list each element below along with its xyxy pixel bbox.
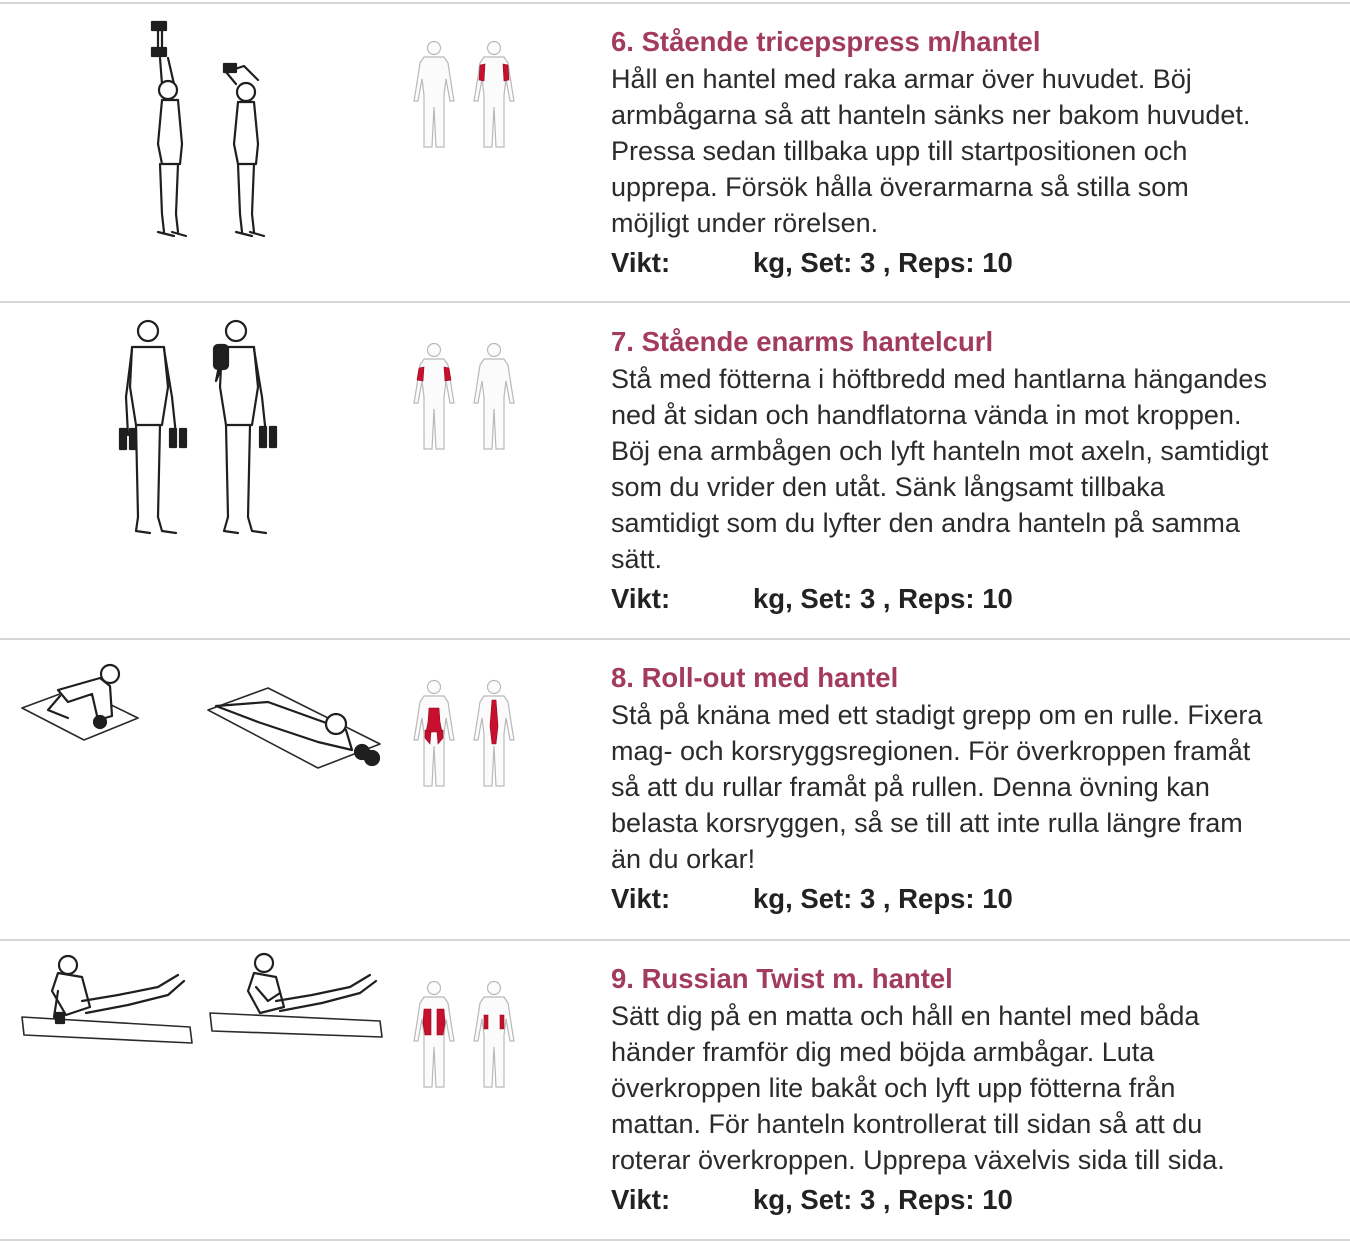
obliques-muscle-map-icon bbox=[406, 979, 526, 1091]
muscle-map bbox=[400, 303, 530, 637]
exercise-description: Stå på knäna med ett stadigt grepp om en rulle. Fixera mag- och korsryggsregionen. För överkroppen framåt så att du rullar framåt på rullen. Denna övning kan belasta korsryggen, så se till att inte rulla längre fram än du orkar! bbox=[611, 700, 1263, 874]
weight-label: Vikt: bbox=[611, 883, 671, 914]
exercise-illustration bbox=[0, 4, 395, 300]
exercise-title: 9. Russian Twist m. hantel bbox=[611, 963, 953, 994]
standing-triceps-press-figure-icon bbox=[140, 14, 290, 244]
standing-dumbbell-curl-figure-icon bbox=[118, 317, 288, 542]
exercise-prescription bbox=[611, 1184, 1350, 1216]
exercise-illustration bbox=[0, 303, 395, 637]
sets-reps: kg, Set: 3 , Reps: 10 bbox=[753, 583, 1013, 614]
divider bbox=[0, 1239, 1350, 1241]
muscle-map bbox=[400, 4, 530, 300]
triceps-muscle-map-icon bbox=[406, 39, 526, 151]
exercise-card bbox=[0, 4, 1350, 300]
exercise-description: Håll en hantel med raka armar över huvudet. Böj armbågarna så att hanteln sänks ner bakom huvudet. Pressa sedan tillbaka upp till startpositionen och upprepa. Försök hålla överarmarna så stilla som möjligt under rörelsen. bbox=[611, 64, 1251, 238]
sets-reps: kg, Set: 3 , Reps: 10 bbox=[753, 883, 1013, 914]
exercise-card bbox=[0, 640, 1350, 938]
exercise-description: Sätt dig på en matta och håll en hantel med båda händer framför dig med böjda armbågar. Luta överkroppen lite bakåt och lyft upp fötterna från mattan. För hanteln kontrollerat till sidan så att du roterar överkroppen. Upprepa växelvis sida till sida. bbox=[611, 1001, 1225, 1175]
russian-twist-figure-icon bbox=[18, 951, 388, 1051]
exercise-card bbox=[0, 941, 1350, 1238]
muscle-map bbox=[400, 941, 530, 1238]
exercise-illustration bbox=[0, 640, 395, 938]
abs-lower-back-muscle-map-icon bbox=[406, 678, 526, 790]
sets-reps: kg, Set: 3 , Reps: 10 bbox=[753, 1184, 1013, 1215]
biceps-muscle-map-icon bbox=[406, 341, 526, 453]
roll-out-figure-icon bbox=[18, 660, 388, 790]
exercise-card bbox=[0, 303, 1350, 637]
muscle-map bbox=[400, 640, 530, 938]
exercise-description: Stå med fötterna i höftbredd med hantlarna hängandes ned åt sidan och handflatorna vända in mot kroppen. Böj ena armbågen och lyft hanteln mot axeln, samtidigt som du vrider den utåt. Sänk långsamt tillbaka samtidigt som du lyfter den andra hanteln på samma sätt. bbox=[611, 364, 1269, 574]
sets-reps: kg, Set: 3 , Reps: 10 bbox=[753, 247, 1013, 278]
exercise-title: 7. Stående enarms hantelcurl bbox=[611, 326, 994, 357]
exercise-title: 8. Roll-out med hantel bbox=[611, 662, 899, 693]
weight-label: Vikt: bbox=[611, 247, 671, 278]
exercise-prescription bbox=[611, 883, 1350, 915]
weight-label: Vikt: bbox=[611, 583, 671, 614]
exercise-prescription bbox=[611, 247, 1350, 279]
weight-label: Vikt: bbox=[611, 1184, 671, 1215]
exercise-title: 6. Stående tricepspress m/hantel bbox=[611, 26, 1041, 57]
exercise-illustration bbox=[0, 941, 395, 1238]
exercise-prescription bbox=[611, 583, 1350, 615]
